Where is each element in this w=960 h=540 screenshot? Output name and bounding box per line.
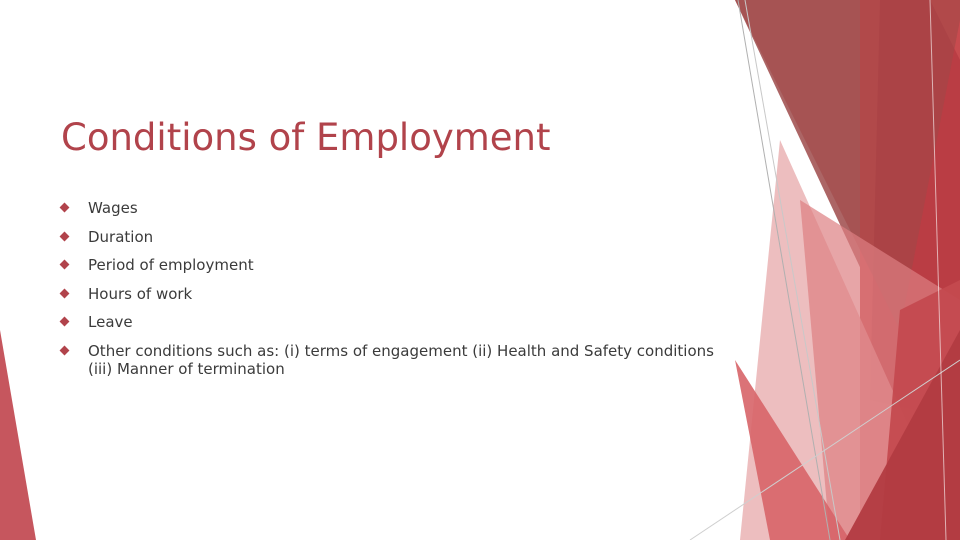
diamond-bullet-icon bbox=[60, 232, 70, 242]
bullet-list bbox=[60, 199, 740, 388]
bullet-text: Leave bbox=[88, 313, 133, 331]
bullet-text: Other conditions such as: (i) terms of engagement (ii) Health and Safety conditions (iii) Manner of termination bbox=[88, 341, 714, 378]
diamond-bullet-icon bbox=[60, 289, 70, 299]
bullet-item-other-conditions bbox=[60, 342, 740, 378]
bullet-item-duration bbox=[60, 228, 740, 246]
bullet-item-wages bbox=[60, 199, 740, 217]
bullet-text: Duration bbox=[88, 227, 154, 246]
diamond-bullet-icon bbox=[60, 317, 70, 327]
bullet-item-period bbox=[60, 256, 740, 274]
slide-title: Conditions of Employment bbox=[61, 116, 551, 159]
bullet-text: Wages bbox=[88, 199, 138, 217]
bullet-text: Hours of work bbox=[88, 284, 193, 303]
bullet-item-leave bbox=[60, 313, 740, 331]
diamond-bullet-icon bbox=[60, 260, 70, 270]
bullet-item-hours bbox=[60, 285, 740, 303]
diamond-bullet-icon bbox=[60, 203, 70, 213]
bullet-text: Period of employment bbox=[88, 256, 254, 274]
diamond-bullet-icon bbox=[60, 346, 70, 356]
